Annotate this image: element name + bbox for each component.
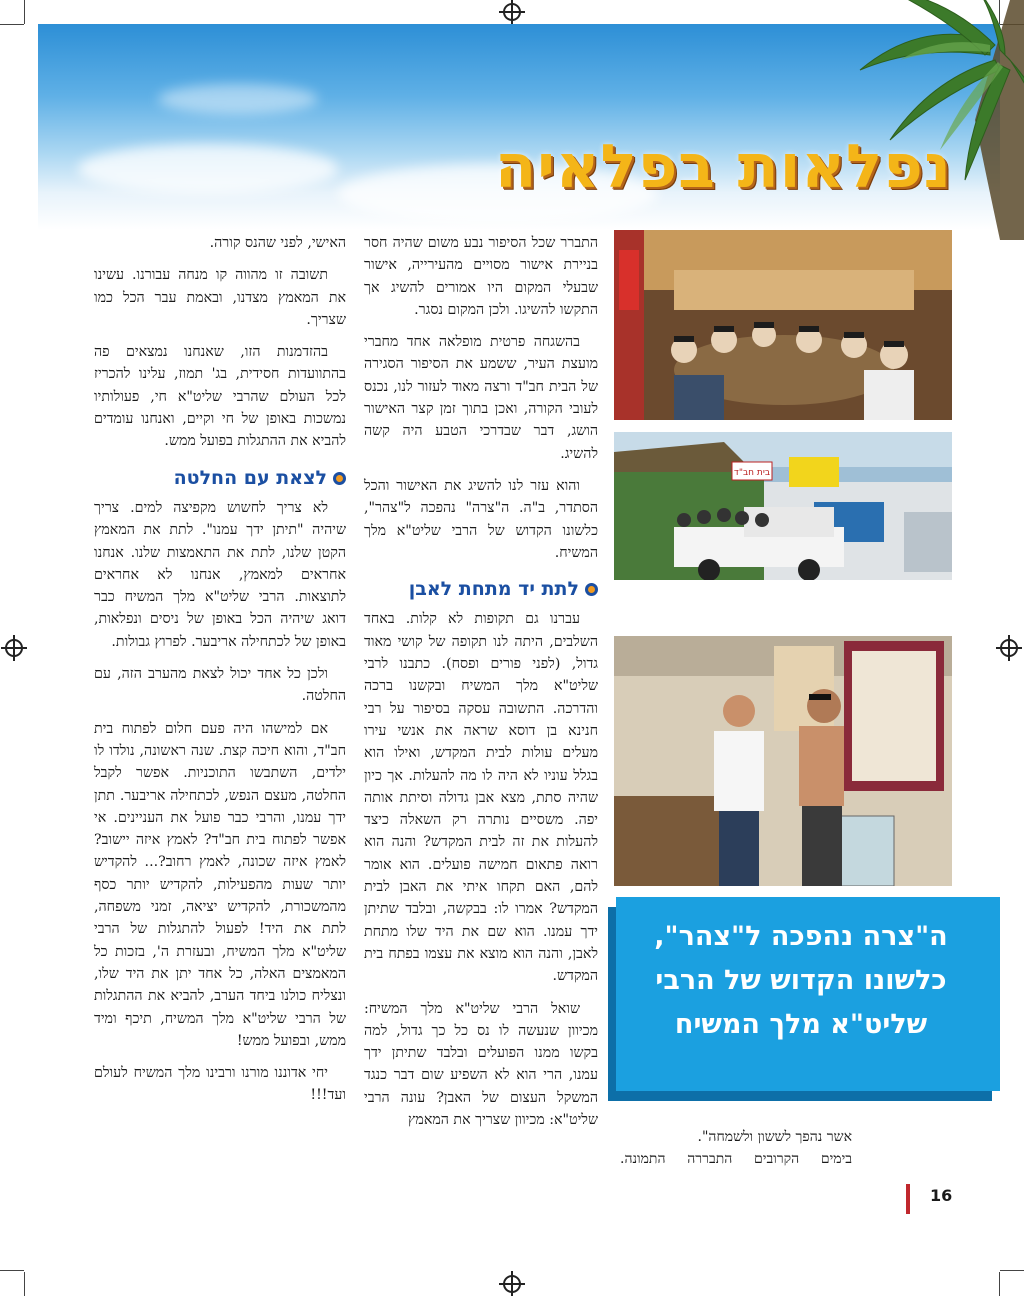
registration-mark-bottom xyxy=(503,1275,521,1293)
palm-tree-illustration xyxy=(800,0,1024,240)
pull-quote-line: כלשונו הקדוש של הרבי xyxy=(655,965,947,996)
paragraph: והוא עזר לנו להשיג את האישור והכל הסתדר, ב"ה. ה"צרה" נהפכה ל"צהר", כלשונו הקדוש של הרבי שליט"א מלך המשיח. xyxy=(364,477,598,561)
article-column-left xyxy=(94,232,346,1117)
cloud xyxy=(158,84,318,114)
registration-mark-left xyxy=(5,639,23,657)
paragraph: התברר שכל הסיפור נבע משום שהיה חסר בניירת אישור מסויים מהעירייה, אישור שבעלי המקום היו אמורים להשיג אך התקשו להשיגו. ולכן המקום נסגר. xyxy=(364,235,598,318)
section-heading-text: לתת יד מתחת לאבן xyxy=(408,578,579,601)
continued-text xyxy=(620,1126,852,1170)
photo-tefillin-laying xyxy=(614,636,952,886)
paragraph: עברנו גם תקופות לא קלות. באחד השלבים, היתה לנו תקופה של קושי מאוד גדול, (לפני פורים ופסח). כתבנו לרבי שליט"א מלך המשיח ובקשנו ברכה והדרכה. התשובה עסקה בסיפור על רבי חנינא בן דוסא שראה את אנשי עירו מעלים עולות לבית המקדש, ואילו הוא בגלל עוניו לא היה לו מה להעלות. אך כיון שהיה סתת, מצא אבן גדולה וסיתת אותה יפה. משסיים נותרה רק השאלה כיצד להעלות את זה לבית המקדש? והנה הוא רואה פתאום חמישה פועלים. הוא אומר להם, האם תקחו איתי את האבן לבית המקדש? אמרו לו: בבקשה, ובלבד שתיתן ידך עמנו. הוא שם את היד שלו מתחת לאבן, והנה הוא מוצא את עצמו בפתח בית המקדש. xyxy=(364,611,598,985)
trim-line xyxy=(1000,1270,1024,1271)
trim-line xyxy=(0,24,24,25)
pull-quote-text xyxy=(616,915,986,1047)
bullet-icon xyxy=(585,583,598,596)
trim-line xyxy=(999,1272,1000,1296)
paragraph: תשובה זו מהווה קו מנחה עבורנו. עשינו את המאמץ מצדנו, ובאמת עבר הכל כמו שצריך. xyxy=(94,267,346,328)
photo-group-dinner xyxy=(614,230,952,420)
registration-mark-top xyxy=(503,3,521,21)
caption-line: בימים הקרובים התבררה התמונה. xyxy=(620,1151,852,1167)
registration-mark-right xyxy=(1000,639,1018,657)
photo-chabad-house-truck xyxy=(614,432,952,580)
section-heading-text: לצאת עם החלטה xyxy=(173,466,327,489)
caption-line: אשר נהפך לששון ולשמחה". xyxy=(697,1129,852,1145)
bullet-icon xyxy=(333,472,346,485)
pull-quote-line: שליט"א מלך המשיח xyxy=(674,1009,928,1040)
paragraph: האישי, לפני שהנס קורה. xyxy=(209,235,346,251)
section-heading xyxy=(94,467,346,489)
pull-quote-box xyxy=(616,897,1000,1091)
paragraph: יחי אדוננו מורנו ורבינו מלך המשיח לעולם ועד!!! xyxy=(94,1065,346,1104)
trim-line xyxy=(24,1272,25,1296)
page-number-bar xyxy=(906,1184,910,1214)
paragraph: אם למישהו היה פעם חלום לפתוח בית חב"ד, והוא חיכה קצת. שנה ראשונה, נולדו לו ילדים, השתבשו התוכניות. אפשר לקבל החלטה, מעצם הנפש, לכתחילה אריבער. תתן ידך עמנו, והרבי כבר פועל את העניינים. אי אפשר לפתוח בית חב"ד? לאמץ איזה יישוב? לאמץ איזה שכונה, לאמץ רחוב?... להקדיש יותר שעות מהפעילות, להקדיש יותר כסף מהמשכורת, להקדיש יציאה, זמני משפחה, לתת את היד! לפעול להתגלות של הרבי שליט"א מלך המשיח, ובעזרת ה', בזכות כל המאמצים האלה, כל אחד יתן את היד שלו, ונצליח כולנו ביחד הערב, להביא את ההתגלות של הרבי שליט"א מלך המשיח, תיכף ומיד ממש, ובפועל ממש! xyxy=(94,720,346,1049)
paragraph: בהשגחה פרטית מופלאה אחד מחברי מועצת העיר, ששמע את הסיפור הסגירה של הבית חב"ד ורצה מאוד לעזור לנו, נכנס לעובי הקורה, ואכן בתוך זמן קצר האישור הושג, דבר שבדרכי הטבע היה קשה להשיג. xyxy=(364,334,598,462)
article-column-right xyxy=(364,232,598,1141)
cloud xyxy=(78,144,338,194)
paragraph: לא צריך לחשוש מקפיצה למים. צריך שיהיה "תיתן ידך עמנו". לתת את המאמץ הקטן שלנו, לתת את התאמצות שלנו. אנחנו אחראים למאמץ, אנחנו לא אחראים לתוצאות. הרבי שליט"א מלך המשיח כבר דואג שיהיה הכל באופן של ניסים ונפלאות, באופן של לכתחילה אריבער. לפרוץ גבולות. xyxy=(94,499,346,650)
trim-line xyxy=(0,1270,24,1271)
paragraph: שואל הרבי שליט"א מלך המשיח: מכיוון שנעשה לו נס כל כך גדול, למה בקשו ממנו הפועלים ובלבד שתיתן ידך עמנו, הרי הוא לא השפיע שום דבר כנגד המשקל העצום של האבן? עונה הרבי שליט"א: מכיוון שצריך את המאמץ xyxy=(364,1000,598,1128)
section-heading xyxy=(364,578,598,600)
paragraph: ולכן כל אחד יכול לצאת מהערב הזה, עם החלטה. xyxy=(94,666,346,705)
paragraph: בהזדמנות הזו, שאנחנו נמצאים פה בהתוועדות חסידית, בג' תמוז, עלינו להכריז לכל העולם שהרבי שליט"א חי, פעולותיו נמשכות באופן של חי וקיים, ואנחנו עומדים להביא את ההתגלות בפועל ממש. xyxy=(94,344,346,450)
trim-line xyxy=(24,0,25,24)
page-title: נפלאות בפלאיה xyxy=(494,132,952,202)
chabad-house-sign: בית חב"ד xyxy=(733,468,771,478)
pull-quote-line: ה"צרה נהפכה ל"צהר", xyxy=(654,921,948,952)
page-number: 16 xyxy=(930,1186,953,1205)
